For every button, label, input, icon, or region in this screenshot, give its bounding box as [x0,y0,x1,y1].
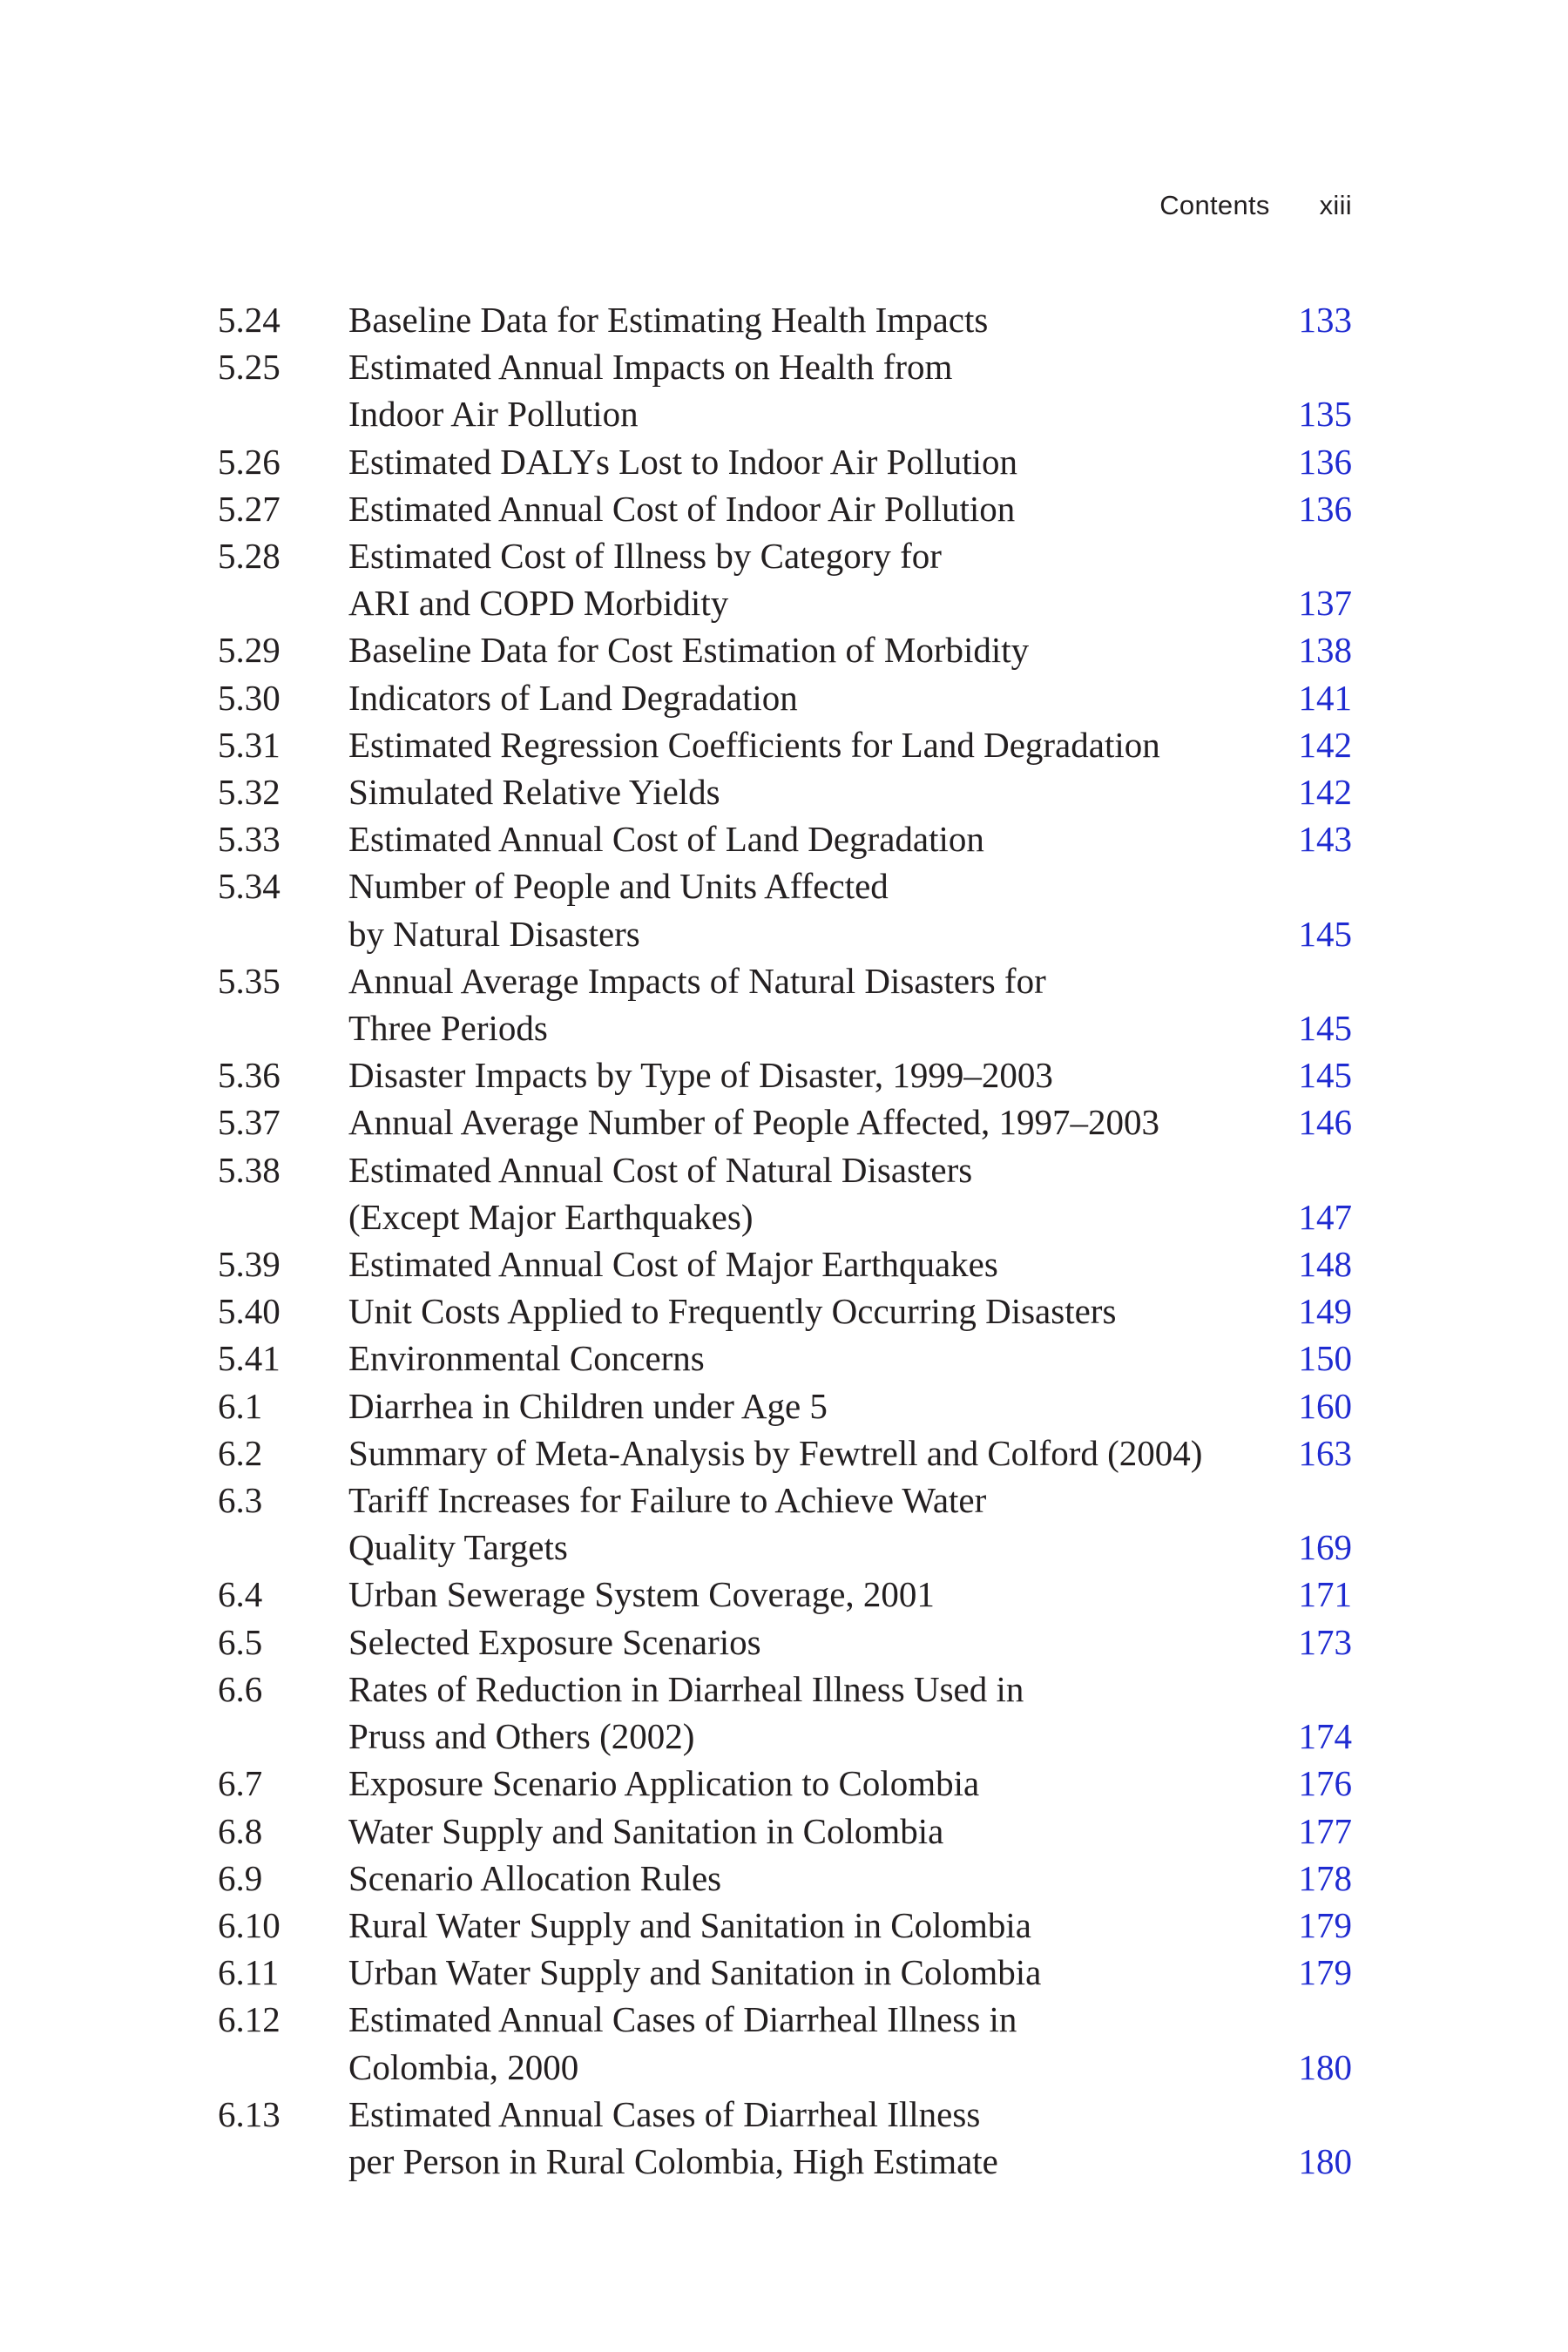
entry-title-block [348,957,1352,1051]
entry-title-text: ARI and COPD Morbidity [348,583,729,624]
entry-title-line [348,390,1352,437]
table-number: 5.30 [218,677,280,718]
entry-title-text: Summary of Meta-Analysis by Fewtrell and Colford (2004) [348,1432,1203,1473]
entry-title-text: Disaster Impacts by Type of Disaster, 1999–2003 [348,1055,1053,1096]
entry-title-block [348,1288,1352,1335]
table-number: 5.40 [218,1291,280,1332]
toc-entry [218,1571,1352,1618]
page-number-link[interactable]: 180 [1298,2140,1352,2181]
page-number-link[interactable]: 178 [1298,1857,1352,1898]
toc-entry [218,957,1352,1051]
entry-title-text: Estimated Annual Cost of Natural Disasters [348,1149,973,1190]
table-number: 5.36 [218,1055,280,1096]
page-number-link[interactable]: 145 [1298,1008,1352,1049]
entry-title-line [348,1051,1352,1098]
page-number-link[interactable]: 163 [1298,1432,1352,1473]
page-number-link[interactable]: 136 [1298,441,1352,482]
entry-title-line [348,1855,1352,1902]
toc-entry [218,1382,1352,1429]
entry-title-line [348,910,1352,957]
toc-entry [218,1619,1352,1666]
entry-title-line [348,1288,1352,1335]
entry-title-text: Baseline Data for Estimating Health Impacts [348,300,989,340]
entry-title-text: Unit Costs Applied to Frequently Occurring Disasters [348,1291,1117,1332]
table-number: 5.25 [218,347,280,388]
running-head-section: Contents [1159,190,1270,220]
entry-title-text: (Except Major Earthquakes) [348,1196,754,1237]
entry-title-block [348,1902,1352,1949]
entry-title-line [348,1477,1352,1524]
entry-title-text: Indicators of Land Degradation [348,677,798,718]
entry-title-block [348,768,1352,815]
table-number: 6.4 [218,1574,263,1615]
entry-title-text: Diarrhea in Children under Age 5 [348,1385,828,1426]
table-number: 5.26 [218,441,280,482]
toc-entry [218,2091,1352,2185]
entry-title-line [348,438,1352,485]
entry-title-block [348,815,1352,862]
entry-title-block [348,532,1352,626]
entry-title-text: Rates of Reduction in Diarrheal Illness Used in [348,1668,1024,1709]
toc-entry [218,815,1352,862]
page-number-link[interactable]: 133 [1298,300,1352,340]
table-number: 6.3 [218,1480,263,1521]
entry-title-text: Number of People and Units Affected [348,866,889,907]
entry-title-block [348,485,1352,532]
table-number: 5.32 [218,772,280,813]
entry-title-line [348,1335,1352,1382]
entry-title-block [348,1666,1352,1760]
entry-title-block [348,862,1352,956]
entry-title-block [348,1335,1352,1382]
entry-title-line [348,674,1352,721]
toc-entry [218,1855,1352,1902]
toc-entry [218,438,1352,485]
toc-entry [218,1429,1352,1477]
entry-title-text: by Natural Disasters [348,913,640,954]
table-number: 6.13 [218,2093,280,2134]
entry-title-text: per Person in Rural Colombia, High Estimate [348,2140,998,2181]
toc-entry [218,1146,1352,1240]
table-number: 5.38 [218,1149,280,1190]
entry-title-line [348,2091,1352,2138]
entry-title-line [348,296,1352,343]
table-number: 6.9 [218,1857,263,1898]
table-number: 6.7 [218,1763,263,1804]
entry-title-line [348,1996,1352,2043]
page-number-link[interactable]: 146 [1298,1102,1352,1143]
page-number-link[interactable]: 149 [1298,1291,1352,1332]
toc-entry [218,626,1352,673]
entry-title-block [348,438,1352,485]
entry-title-line [348,1902,1352,1949]
toc-entry [218,862,1352,956]
entry-title-block [348,1240,1352,1288]
toc-entry [218,1240,1352,1288]
entry-title-text: Tariff Increases for Failure to Achieve Water [348,1480,987,1521]
page-number-link[interactable]: 145 [1298,913,1352,954]
entry-title-line [348,862,1352,909]
entry-title-line [348,815,1352,862]
page-number-link[interactable]: 136 [1298,488,1352,529]
entry-title-line [348,1949,1352,1996]
entry-title-text: Colombia, 2000 [348,2046,579,2087]
toc-entry [218,1808,1352,1855]
entry-title-line [348,1193,1352,1240]
toc-entry [218,1949,1352,1996]
toc-entry [218,1098,1352,1146]
entry-title-text: Estimated Annual Cases of Diarrheal Illness [348,2093,981,2134]
entry-title-block [348,721,1352,768]
table-number: 5.29 [218,630,280,671]
entry-title-block [348,1051,1352,1098]
table-number: 6.8 [218,1810,263,1851]
entry-title-text: Quality Targets [348,1527,568,1568]
entry-title-text: Rural Water Supply and Sanitation in Colombia [348,1904,1031,1945]
toc-entry [218,721,1352,768]
entry-title-text: Baseline Data for Cost Estimation of Morbidity [348,630,1030,671]
table-number: 5.28 [218,536,280,577]
page-number-link[interactable]: 160 [1298,1385,1352,1426]
entry-title-text: Simulated Relative Yields [348,772,720,813]
table-number: 6.12 [218,1999,280,2040]
entry-title-block [348,1949,1352,1996]
entry-title-block [348,1382,1352,1429]
table-number: 6.5 [218,1621,263,1662]
toc-entry [218,485,1352,532]
page-number-link[interactable]: 177 [1298,1810,1352,1851]
entry-title-text: Estimated DALYs Lost to Indoor Air Pollution [348,441,1018,482]
entry-title-text: Annual Average Number of People Affected, 1997–2003 [348,1102,1159,1143]
page-number-link[interactable]: 150 [1298,1338,1352,1379]
entry-title-text: Environmental Concerns [348,1338,705,1379]
table-number: 6.10 [218,1904,280,1945]
page-number-link[interactable]: 169 [1298,1527,1352,1568]
page-number-link[interactable]: 179 [1298,1952,1352,1993]
page-number-link[interactable]: 142 [1298,724,1352,765]
table-number: 5.27 [218,488,280,529]
page-number-link[interactable]: 180 [1298,2046,1352,2087]
entry-title-text: Estimated Annual Cost of Land Degradation [348,819,984,860]
page-number-link[interactable]: 142 [1298,772,1352,813]
toc-entry [218,532,1352,626]
entry-title-block [348,1619,1352,1666]
entry-title-block [348,1808,1352,1855]
table-number: 5.33 [218,819,280,860]
page-number-link[interactable]: 138 [1298,630,1352,671]
entry-title-block [348,1571,1352,1618]
entry-title-text: Indoor Air Pollution [348,394,639,435]
toc-entry [218,296,1352,343]
entry-title-text: Estimated Annual Cases of Diarrheal Illness in [348,1999,1017,2040]
entry-title-line [348,957,1352,1004]
entry-title-line [348,1240,1352,1288]
table-number: 5.31 [218,724,280,765]
entry-title-line [348,2044,1352,2091]
entry-title-text: Scenario Allocation Rules [348,1857,722,1898]
entry-title-block [348,2091,1352,2185]
entry-title-line [348,343,1352,390]
entry-title-line [348,1382,1352,1429]
page-number-link[interactable]: 173 [1298,1621,1352,1662]
entry-title-line [348,1666,1352,1713]
toc-entry [218,1666,1352,1760]
page-number-link[interactable]: 135 [1298,394,1352,435]
entry-title-block [348,1429,1352,1477]
toc-entry [218,1477,1352,1571]
table-number: 5.35 [218,960,280,1001]
table-number: 5.34 [218,866,280,907]
entry-title-text: Water Supply and Sanitation in Colombia [348,1810,944,1851]
page-number-link[interactable]: 171 [1298,1574,1352,1615]
entry-title-line [348,1713,1352,1760]
entry-title-block [348,296,1352,343]
entry-title-line [348,579,1352,626]
entry-title-text: Estimated Annual Cost of Major Earthquakes [348,1244,998,1285]
entry-title-block [348,1760,1352,1807]
entry-title-block [348,1996,1352,2090]
toc-entry [218,1760,1352,1807]
table-number: 5.41 [218,1338,280,1379]
entry-title-text: Urban Sewerage System Coverage, 2001 [348,1574,935,1615]
running-head [1159,190,1352,221]
entry-title-line [348,532,1352,579]
running-head-page-number: xiii [1319,190,1352,220]
page-number-link[interactable]: 143 [1298,819,1352,860]
toc-entry [218,1902,1352,1949]
entry-title-line [348,1571,1352,1618]
page-number-link[interactable]: 137 [1298,583,1352,624]
entry-title-block [348,626,1352,673]
table-number: 6.11 [218,1952,280,1993]
entry-title-text: Estimated Annual Cost of Indoor Air Pollution [348,488,1016,529]
entry-title-block [348,343,1352,437]
entry-title-line [348,1524,1352,1571]
entry-title-text: Three Periods [348,1008,548,1049]
toc-entry [218,1051,1352,1098]
table-number: 5.39 [218,1244,280,1285]
table-number: 5.37 [218,1102,280,1143]
page-number-link[interactable]: 148 [1298,1244,1352,1285]
page-number-link[interactable]: 179 [1298,1904,1352,1945]
entry-title-line [348,1146,1352,1193]
entry-title-block [348,674,1352,721]
toc-entry [218,1288,1352,1335]
entry-title-line [348,626,1352,673]
toc-entry [218,768,1352,815]
entry-title-line [348,1808,1352,1855]
entry-title-block [348,1855,1352,1902]
entry-title-line [348,721,1352,768]
entry-title-block [348,1146,1352,1240]
toc-entry [218,674,1352,721]
list-of-tables [218,296,1352,2185]
entry-title-text: Selected Exposure Scenarios [348,1621,761,1662]
entry-title-text: Annual Average Impacts of Natural Disasters for [348,960,1046,1001]
toc-entry [218,1335,1352,1382]
page-number-link[interactable]: 145 [1298,1055,1352,1096]
page-number-link[interactable]: 174 [1298,1716,1352,1757]
entry-title-text: Estimated Regression Coefficients for Land Degradation [348,724,1160,765]
page-number-link[interactable]: 141 [1298,677,1352,718]
entry-title-line [348,2138,1352,2185]
entry-title-line [348,1004,1352,1051]
entry-title-text: Estimated Annual Impacts on Health from [348,347,953,388]
page-number-link[interactable]: 176 [1298,1763,1352,1804]
entry-title-block [348,1477,1352,1571]
toc-entry [218,1996,1352,2090]
table-number: 6.6 [218,1668,263,1709]
entry-title-line [348,1098,1352,1146]
table-number: 5.24 [218,300,280,340]
entry-title-text: Estimated Cost of Illness by Category for [348,536,942,577]
entry-title-text: Pruss and Others (2002) [348,1716,695,1757]
table-number: 6.2 [218,1432,263,1473]
entry-title-line [348,485,1352,532]
entry-title-text: Exposure Scenario Application to Colombia [348,1763,980,1804]
entry-title-line [348,1760,1352,1807]
page-number-link[interactable]: 147 [1298,1196,1352,1237]
table-number: 6.1 [218,1385,263,1426]
entry-title-line [348,1619,1352,1666]
entry-title-line [348,768,1352,815]
entry-title-line [348,1429,1352,1477]
entry-title-block [348,1098,1352,1146]
entry-title-text: Urban Water Supply and Sanitation in Colombia [348,1952,1042,1993]
toc-entry [218,343,1352,437]
